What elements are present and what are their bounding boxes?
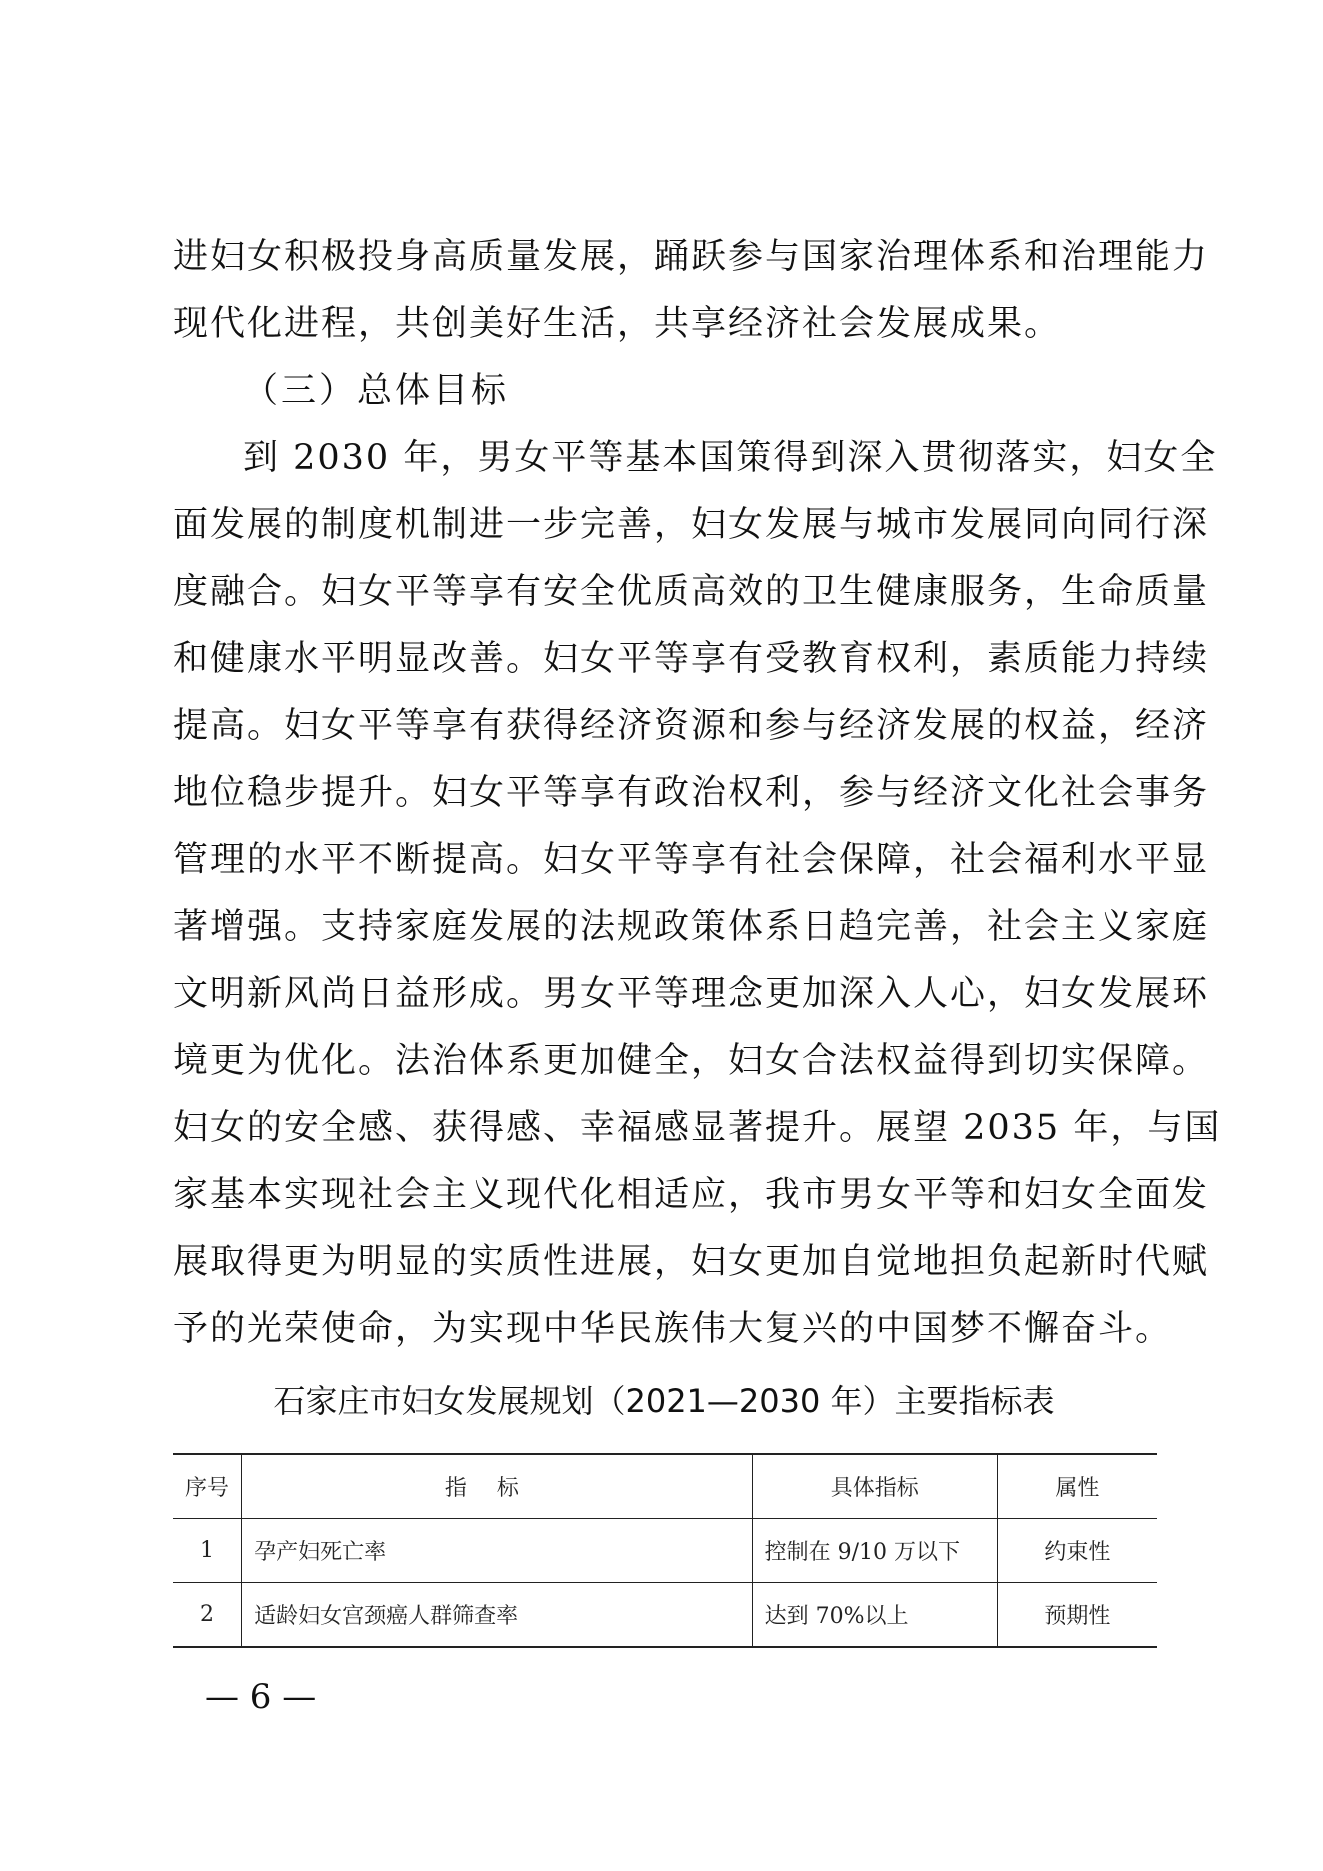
paragraph-line: 管理的水平不断提高。妇女平等享有社会保障，社会福利水平显: [173, 840, 1210, 880]
cell-specific: 达到 70%以上: [752, 1583, 997, 1648]
table-row: [173, 1519, 1157, 1583]
header-attribute: 属性: [997, 1454, 1157, 1519]
header-number: 序号: [173, 1454, 242, 1519]
cell-attribute: 约束性: [997, 1519, 1157, 1583]
cell-number: 2: [173, 1583, 242, 1648]
table-title: 石家庄市妇女发展规划（2021—2030 年）主要指标表: [273, 1382, 1055, 1420]
cell-attribute: 预期性: [997, 1583, 1157, 1648]
cell-indicator: 孕产妇死亡率: [242, 1519, 753, 1583]
paragraph-line: 和健康水平明显改善。妇女平等享有受教育权利，素质能力持续: [173, 639, 1210, 679]
indicator-table: [173, 1453, 1157, 1648]
paragraph-line: 进妇女积极投身高质量发展，踊跃参与国家治理体系和治理能力: [173, 237, 1210, 277]
paragraph-line: 展取得更为明显的实质性进展，妇女更加自觉地担负起新时代赋: [173, 1242, 1210, 1282]
header-indicator: 指标: [242, 1454, 753, 1519]
paragraph-line: 妇女的安全感、获得感、幸福感显著提升。展望 2035 年，与国: [173, 1108, 1222, 1148]
paragraph-line: 度融合。妇女平等享有安全优质高效的卫生健康服务，生命质量: [173, 572, 1210, 612]
cell-specific: 控制在 9/10 万以下: [752, 1519, 997, 1583]
paragraph-line: 到 2030 年，男女平等基本国策得到深入贯彻落实，妇女全: [243, 438, 1218, 478]
paragraph-line: 现代化进程，共创美好生活，共享经济社会发展成果。: [173, 304, 1062, 344]
section-heading: （三）总体目标: [243, 371, 510, 411]
table-header-row: [173, 1454, 1157, 1519]
paragraph-line: 地位稳步提升。妇女平等享有政治权利，参与经济文化社会事务: [173, 773, 1210, 813]
paragraph-line: 文明新风尚日益形成。男女平等理念更加深入人心，妇女发展环: [173, 974, 1210, 1014]
body-text: [173, 224, 1222, 1363]
table-row: [173, 1583, 1157, 1648]
cell-number: 1: [173, 1519, 242, 1583]
paragraph-line: 提高。妇女平等享有获得经济资源和参与经济发展的权益，经济: [173, 706, 1210, 746]
paragraph-line: 著增强。支持家庭发展的法规政策体系日趋完善，社会主义家庭: [173, 907, 1210, 947]
page-number: — 6 —: [205, 1677, 317, 1717]
paragraph-line: 境更为优化。法治体系更加健全，妇女合法权益得到切实保障。: [173, 1041, 1210, 1081]
header-specific: 具体指标: [752, 1454, 997, 1519]
paragraph-line: 家基本实现社会主义现代化相适应，我市男女平等和妇女全面发: [173, 1175, 1210, 1215]
paragraph-line: 予的光荣使命，为实现中华民族伟大复兴的中国梦不懈奋斗。: [173, 1309, 1173, 1349]
cell-indicator: 适龄妇女宫颈癌人群筛查率: [242, 1583, 753, 1648]
paragraph-line: 面发展的制度机制进一步完善，妇女发展与城市发展同向同行深: [173, 505, 1210, 545]
